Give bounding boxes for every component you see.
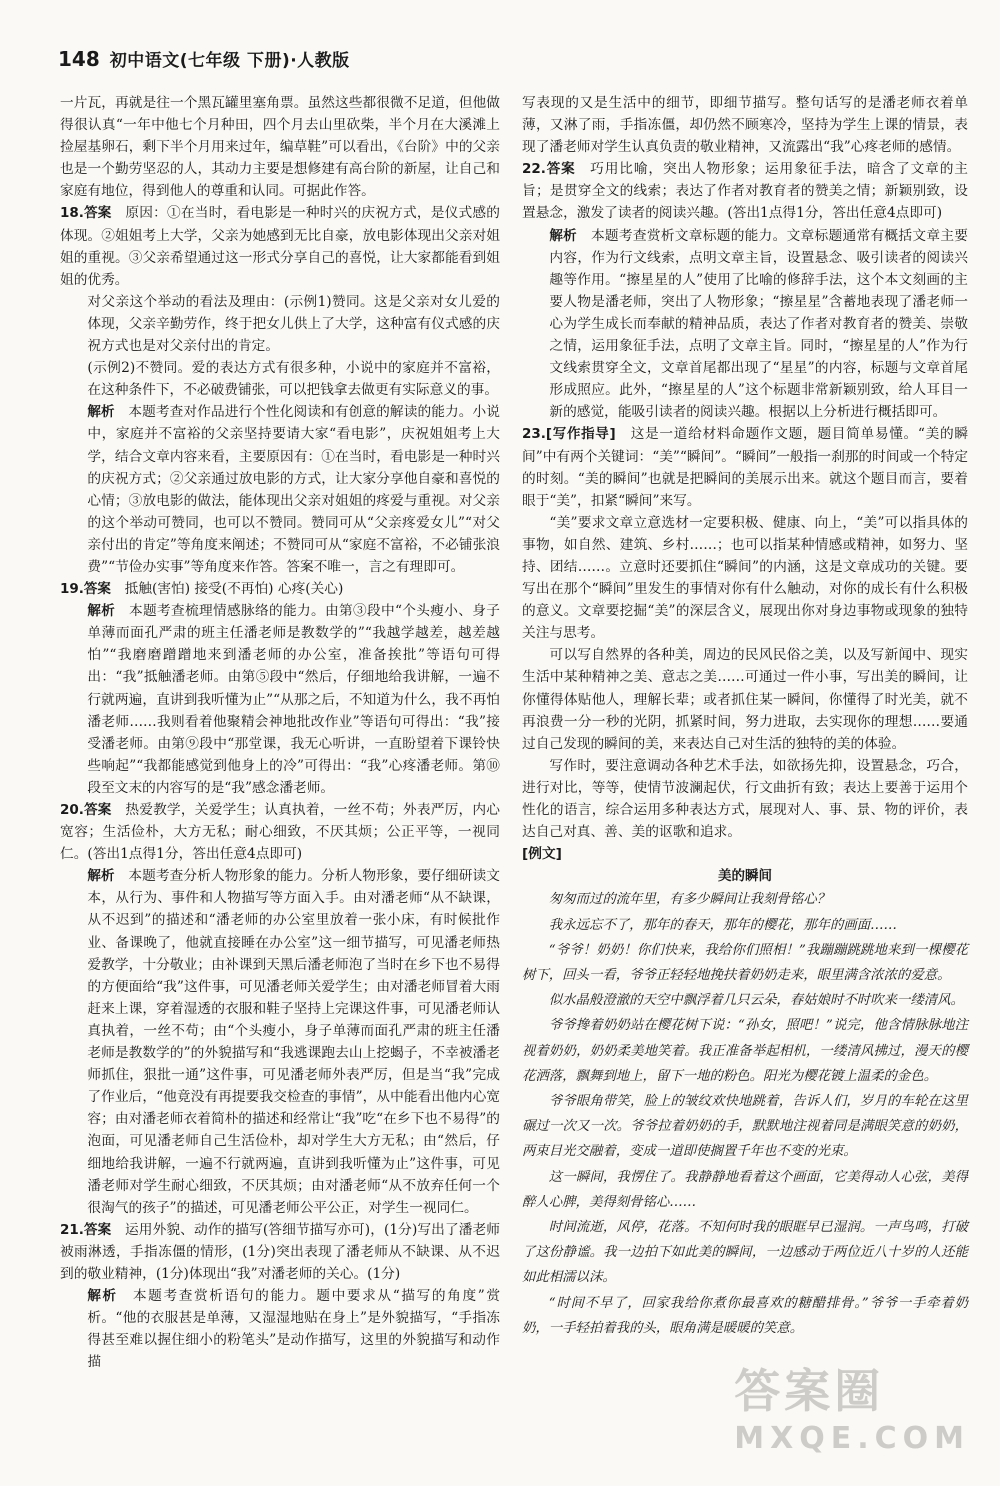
example-essay (522, 887, 968, 1341)
question-20-analysis: 解析 本题考查分析人物形象的能力。分析人物形象，要仔细研读文本，从行为、事件和人物描写等方面入手。由对潘老师“从不缺课，从不迟到”的描述和“潘老师的办公室里放着一张小床，有时候批作业、备课晚了，他就直接睡在办公室”这一细节描写，可见潘老师热爱教学，十分敬业；由补课到天黑后潘老师泡了当时在乡下也不易得的方便面给“我”这件事，可见潘老师关爱学生；由对潘老师冒着大雨赶来上课，穿着湿透的衣服和鞋子坚持上完课这件事，可见潘老师认真执着，一丝不苟；由“个头瘦小，身子单薄而面孔严肃的班主任潘老师是教数学的”的外貌描写和“我逃课跑去山上挖蝎子，不幸被潘老师抓住，狠批一通”这件事，可见潘老师外表严厉，但是当“我”完成了作业后，“他竟没有再提要我交检查的事情”，从中能看出他内心宽容；由对潘老师衣着简朴的描述和经常让“我”吃“在乡下也不易得”的泡面，可见潘老师自己生活俭朴，却对学生大方无私；由“然后，仔细地给我讲解，一遍不行就两遍，直讲到我听懂为止”这件事，可见潘老师对学生耐心细致，不厌其烦；由对潘老师“从不放弃任何一个很淘气的孩子”的描述，可见潘老师公平公正，对学生一视同仁。 (87, 868, 500, 1216)
essay-paragraph: 爷爷搀着奶奶站在樱花树下说：“孙女，照吧！”说完，他含情脉脉地注视着奶奶，奶奶柔美地笑着。我正准备举起相机，一缕清风拂过，漫天的樱花洒落，飘舞到地上，留下一地的粉色。阳光为樱花镀上温柔的金色。 (522, 1018, 968, 1084)
paragraph: 写作时，要注意调动各种艺术手法，如欲扬先抑，设置悬念，巧合，进行对比，等等，使情节波澜起伏，行文曲折有致；表达上要善于运用个性化的语言，综合运用多种表达方式，展现对人、事、景、物的评价，表达自己对真、善、美的讴歌和追求。 (522, 757, 968, 841)
question-19-analysis: 解析 本题考查梳理情感脉络的能力。由第③段中“个头瘦小、身子单薄而面孔严肃的班主任潘老师是教数学的”“我越学越差，越差越怕”“我磨磨蹭蹭地来到潘老师的办公室，准备挨批”等语句可得出：“我”抵触潘老师。由第⑤段中“然后，仔细地给我讲解，一遍不行就两遍，直讲到我听懂为止”“从那之后，不知道为什么，我不再怕潘老师……我则看着他聚精会神地批改作业”等语句可得出：“我”接受潘老师。由第⑨段中“那堂课，我无心听讲，一直盼望着下课铃快些响起”“我都能感觉到他身上的冷”可得出：“我”心疼潘老师。第⑩段至文末的内容写的是“我”感念潘老师。 (87, 603, 500, 796)
question-19-answer: 19.答案 抵触(害怕) 接受(不再怕) 心疼(关心) (60, 581, 344, 598)
essay-paragraph: 匆匆而过的流年里，有多少瞬间让我刻骨铭心？ (548, 892, 830, 908)
paragraph: 一片瓦，再就是往一个黑瓦罐里塞角票。虽然这些都很微不足道，但他做得很认真“一年中他七个月种田，四个月去山里砍柴，半个月在大溪滩上捡屋基卵石，剩下半个月用来过年，编草鞋”可以看出，《台阶》中的父亲也是一个勤劳坚忍的人，其动力主要是想修建有高台阶的新屋，让自己和家庭有地位，得到他人的尊重和认同。可据此作答。 (60, 95, 500, 200)
example-label: [例文] (522, 846, 562, 863)
page-header (58, 46, 350, 71)
watermark-text: 答案圈 (734, 1364, 885, 1418)
question-21-answer: 21.答案 运用外貌、动作的描写(答细节描写亦可)，(1分)写出了潘老师被雨淋透，手指冻僵的情形，(1分)突出表现了潘老师从不缺课、从不迟到的敬业精神，(1分)体现出“我”对潘老师的关心。(1分) (60, 1221, 500, 1282)
page-number: 148 (58, 46, 100, 71)
essay-paragraph: 这一瞬间，我愣住了。我静静地看着这个画面，它美得动人心弦，美得醉人心脾，美得刻骨铭心…… (522, 1169, 968, 1210)
paragraph: 写表现的又是生活中的细节，即细节描写。整句话写的是潘老师衣着单薄，又淋了雨，手指冻僵，却仍然不顾寒冷，坚持为学生上课的情景，表现了潘老师对学生认真负责的敬业精神，又流露出“我”心疼老师的感情。 (522, 95, 968, 156)
essay-paragraph: 时间流逝，风停，花落。不知何时我的眼眶早已湿润。一声鸟鸣，打破了这份静谧。我一边拍下如此美的瞬间，一边感动于两位近八十岁的人还能如此相濡以沫。 (522, 1220, 968, 1286)
essay-paragraph: 似水晶般澄澈的天空中飘浮着几只云朵，春姑娘时不时吹来一缕清风。 (548, 993, 964, 1009)
paragraph: (示例2)不赞同。爱的表达方式有很多种，小说中的家庭并不富裕，在这种条件下，不必破费铺张，可以把钱拿去做更有实际意义的事。 (87, 360, 500, 399)
essay-paragraph: 爷爷眼角带笑，脸上的皱纹欢快地跳着，告诉人们，岁月的车轮在这里碾过一次又一次。爷爷拉着奶奶的手，默默地注视着同是满眼笑意的奶奶，两束目光交融着，变成一道即使搁置千年也不变的光束。 (522, 1094, 968, 1160)
question-21-analysis: 解析 本题考查赏析语句的能力。题中要求从“描写的角度”赏析。“他的衣服甚是单薄，又湿湿地贴在身上”是外貌描写，“手指冻得甚至难以握住细小的粉笔头”是动作描写，这里的外貌描写和动作描 (87, 1288, 501, 1371)
question-22-analysis: 解析 本题考查赏析文章标题的能力。文章标题通常有概括文章主要内容，作为行文线索，点明文章主旨，设置悬念、吸引读者的阅读兴趣等作用。“擦星星的人”使用了比喻的修辞手法，这个本文刻画的主要人物是潘老师，突出了人物形象；“擦星星”含蓄地表现了潘老师一心为学生成长而奉献的精神品质，表达了作者对教育者的赞美、崇敬之情，运用象征手法，点明了文章主旨。同时，“擦星星的人”作为行文线索贯穿全文，文章首尾都出现了“星星”的内容，标题与文章首尾形成照应。此外，“擦星星的人”这个标题非常新颖别致，给人耳目一新的感觉，能吸引读者的阅读兴趣。根据以上分析进行概括即可。 (549, 227, 968, 421)
question-22-answer: 22.答案 巧用比喻，突出人物形象；运用象征手法，暗含了文章的主旨；是贯穿全文的线索；表达了作者对教育者的赞美之情；新颖别致，设置悬念，激发了读者的阅读兴趣。(答出1点得1分，答出任意4点即可) (522, 161, 968, 222)
book-title: 初中语文(七年级 下册)·人教版 (109, 51, 350, 71)
watermark (734, 1355, 970, 1456)
essay-paragraph: “时间不早了，回家我给你煮你最喜欢的糖醋排骨。”爷爷一手牵着奶奶，一手轻拍着我的头，眼角满是暖暖的笑意。 (522, 1295, 968, 1336)
question-18-analysis: 解析 本题考查对作品进行个性化阅读和有创意的解读的能力。小说中，家庭并不富裕的父亲坚持要请大家“看电影”，庆祝姐姐考上大学，结合文章内容来看，主要原因有：①在当时，看电影是一种时兴的庆祝方式；②父亲通过放电影的方式，让大家分享他自豪和喜悦的心情；③放电影的做法，能体现出父亲对姐姐的疼爱与重视。对父亲的这个举动可赞同，也可以不赞同。赞同可从“父亲疼爱女儿”“对父亲付出的肯定”等角度来阐述；不赞同可从“家庭不富裕，不必铺张浪费”“节俭办实事”等角度来作答。答案不唯一，言之有理即可。 (87, 404, 500, 575)
left-column (60, 92, 500, 1373)
question-23-guide: 23.[写作指导] 这是一道给材料命题作文题，题目简单易懂。“美的瞬间”中有两个关键词：“美”“瞬间”。“瞬间”一般指一刹那的时间或一个特定的时刻。“美的瞬间”也就是把瞬间的美展示出来。就这个题目而言，要着眼于“美”，扣紧“瞬间”来写。 (522, 426, 969, 509)
watermark-url: MXQE.COM (734, 1421, 970, 1456)
essay-paragraph: “爷爷！奶奶！你们快来，我给你们照相！”我蹦蹦跳跳地来到一棵樱花树下，回头一看，爷爷正轻轻地挽扶着奶奶走来，眼里满含浓浓的爱意。 (522, 942, 968, 983)
paragraph: 对父亲这个举动的看法及理由：(示例1)赞同。这是父亲对女儿爱的体现，父亲辛勤劳作，终于把女儿供上了大学，这种富有仪式感的庆祝方式也是对父亲付出的肯定。 (87, 293, 500, 355)
question-18-answer: 18.答案 原因：①在当时，看电影是一种时兴的庆祝方式，是仪式感的体现。②姐姐考上大学，父亲为她感到无比自豪，放电影体现出父亲对姐姐的重视。③父亲希望通过这一形式分享自己的喜悦，让大家都能看到姐姐的优秀。 (60, 205, 500, 288)
paragraph: 可以写自然界的各种美，周边的民风民俗之美，以及写新闻中、现实生活中某种精神之美、意志之美……可通过一件小事，写出美的瞬间，让你懂得体贴他人，理解长辈；或者抓住某一瞬间，你懂得了时光美，就不再浪费一分一秒的光阴，抓紧时间，努力进取，去实现你的理想……要通过自己发现的瞬间的美，来表达自己对生活的独特的美的体验。 (522, 647, 968, 752)
question-20-answer: 20.答案 热爱教学，关爱学生；认真执着，一丝不苟；外表严厉，内心宽容；生活俭朴，大方无私；耐心细致，不厌其烦；公正平等，一视同仁。(答出1点得1分，答出任意4点即可) (60, 802, 500, 863)
essay-paragraph: 我永远忘不了，那年的春天，那年的樱花，那年的画面…… (548, 917, 897, 933)
essay-title: 美的瞬间 (718, 868, 772, 885)
right-column (522, 92, 968, 1341)
paragraph: “美”要求文章立意选材一定要积极、健康、向上，“美”可以指具体的事物，如自然、建筑、乡村……；也可以指某种情感或精神，如努力、坚持、团结……。立意时还要抓住“瞬间”的内涵，这是文章成功的关键。要写出在那个“瞬间”里发生的事情对你有什么触动，对你的成长有什么积极的意义。文章要挖掘“美”的深层含义，展现出你对身边事物或现象的独特关注与思考。 (522, 514, 968, 642)
